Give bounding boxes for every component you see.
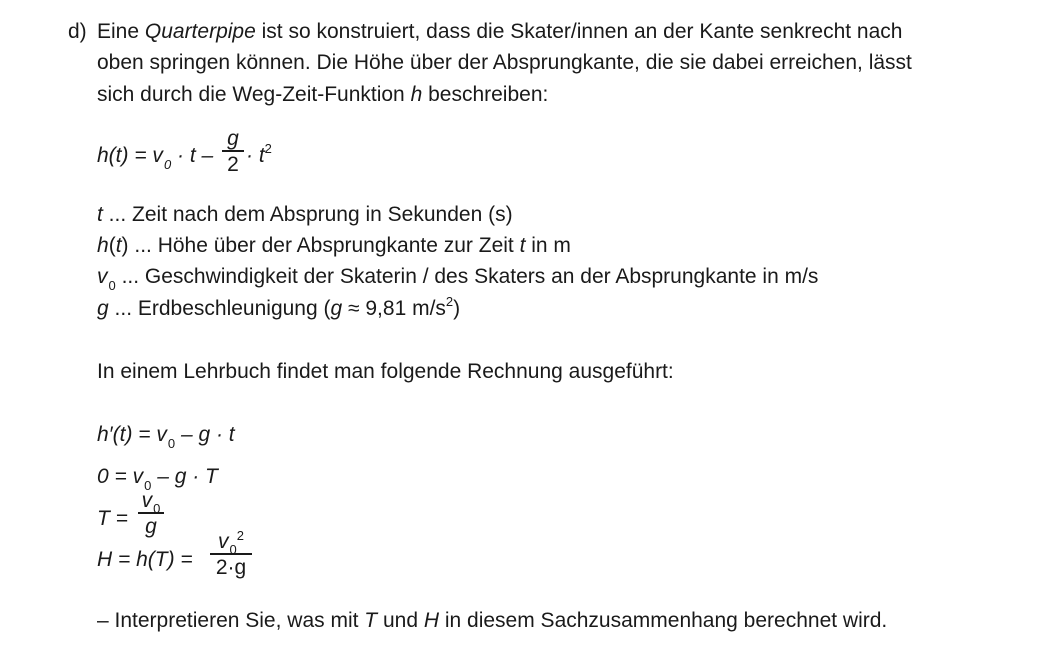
task-label: d): [68, 20, 87, 43]
numerator-exponent: 2: [236, 528, 244, 543]
question-dash: –: [97, 609, 109, 632]
equation-T-lhs: T =: [97, 507, 128, 530]
legend-text: ... Geschwindigkeit der Skaterin / des Skaters an der Absprungkante in m/s: [115, 265, 819, 288]
fraction-numerator: g: [227, 127, 239, 150]
legend-symbol: t: [115, 234, 122, 257]
numerator-sub: 0: [153, 501, 161, 516]
formula-h: [97, 144, 214, 172]
numerator-symbol: v: [218, 530, 229, 553]
legend-text: ≈ 9,81 m/s: [342, 297, 446, 320]
equation-text: h′(t) = v: [97, 423, 167, 446]
equation-T-fraction: [138, 490, 164, 537]
formula-tail-text: · t: [246, 144, 265, 167]
legend-symbol: v: [97, 265, 108, 288]
legend-symbol: t: [519, 234, 526, 257]
symbol-H: H: [423, 609, 440, 632]
equation-sub: 0: [167, 436, 176, 451]
formula-lhs: h(t) = v: [97, 144, 163, 167]
fraction-denominator: 2: [227, 152, 239, 176]
legend-v0: [97, 265, 819, 293]
equation-text: – g · T: [151, 465, 218, 488]
fraction-denominator: g: [145, 514, 157, 538]
textbook-intro: In einem Lehrbuch findet man folgende Rechnung ausgeführt:: [97, 360, 674, 383]
fraction-bar: [138, 512, 164, 514]
legend-text: ): [453, 297, 461, 320]
legend-h: [97, 235, 571, 256]
equation-sub: 0: [144, 478, 152, 493]
fraction-denominator: [210, 557, 252, 578]
numerator-symbol: v: [141, 489, 153, 512]
legend-text: ... Zeit nach dem Absprung in Sekunden (s): [102, 203, 513, 226]
legend-symbol: g: [97, 297, 109, 320]
question-text: und: [377, 609, 424, 632]
fraction-bar: [222, 150, 244, 152]
question-text: in diesem Sachzusammenhang berechnet wird.: [439, 609, 888, 632]
legend-t: [97, 204, 513, 225]
denominator-text: 2·g: [215, 555, 247, 579]
formula-mid: · t –: [171, 144, 214, 167]
equation-H-fraction: [210, 528, 252, 579]
fraction-numerator: [138, 489, 164, 516]
equation-text: 0 = v: [97, 465, 144, 488]
legend-symbol: t: [97, 203, 103, 226]
legend-text: ... Erdbeschleunigung (: [108, 297, 331, 320]
legend-text: in m: [525, 234, 571, 257]
intro-text: beschreiben:: [422, 83, 549, 106]
symbol-h: h: [410, 83, 423, 106]
equation-zero: [97, 465, 218, 493]
symbol-T: T: [364, 609, 378, 632]
intro-text: ist so konstruiert, dass die Skater/innen an der Kante senkrecht nach: [255, 20, 903, 43]
intro-text: Eine: [97, 20, 145, 43]
legend-symbol: h: [97, 234, 109, 257]
fraction-numerator: [210, 528, 252, 557]
term-quarterpipe: Quarterpipe: [144, 20, 256, 43]
question-line: [97, 610, 887, 631]
legend-text: ) ... Höhe über der Absprungkante zur Zeit: [121, 234, 520, 257]
equation-derivative: [97, 423, 235, 451]
intro-line-3: [97, 84, 548, 105]
formula-exponent: 2: [264, 141, 272, 156]
intro-line-2: oben springen können. Die Höhe über der Absprungkante, die sie dabei erreichen, lässt: [97, 51, 912, 74]
equation-H-lhs: H = h(T) =: [97, 548, 193, 571]
equation-text: – g · t: [175, 423, 235, 446]
legend-exponent: 2: [445, 294, 454, 309]
legend-g: [97, 294, 461, 320]
numerator-sub: 0: [229, 542, 237, 557]
intro-line-1: [97, 21, 902, 42]
intro-text: sich durch die Weg-Zeit-Funktion: [97, 83, 411, 106]
formula-fraction: [222, 128, 244, 175]
legend-text: (: [108, 234, 116, 257]
formula-sub: 0: [163, 157, 172, 172]
formula-tail: [246, 141, 272, 167]
legend-sub: 0: [108, 278, 116, 293]
question-text: Interpretieren Sie, was mit: [108, 609, 365, 632]
legend-symbol: g: [330, 297, 343, 320]
